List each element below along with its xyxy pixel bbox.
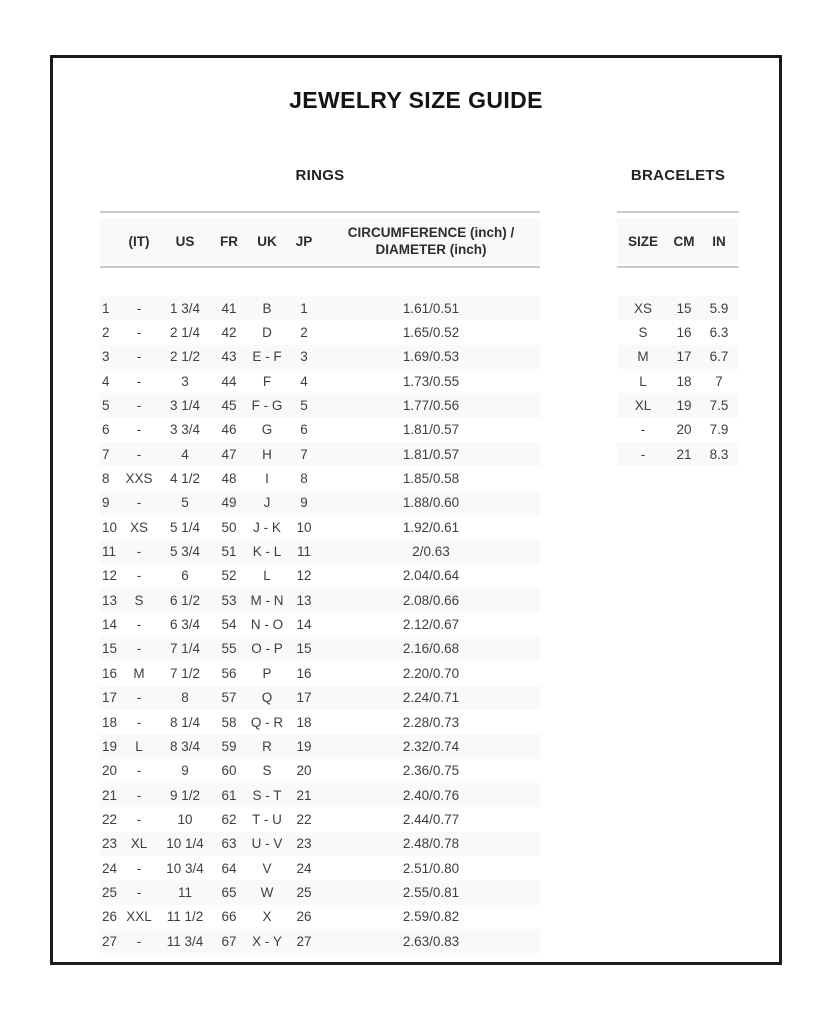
- table-cell: F - G: [251, 398, 283, 414]
- table-cell: 20: [676, 422, 692, 438]
- table-cell: XS: [129, 519, 148, 535]
- table-cell: T - U: [252, 811, 282, 827]
- bracelets-header-row: [617, 218, 739, 264]
- table-cell: 25: [296, 884, 312, 900]
- table-cell: 1.85/0.58: [402, 471, 460, 487]
- table-cell: 1.81/0.57: [402, 446, 460, 462]
- table-cell: 18: [102, 714, 118, 730]
- table-cell: M - N: [250, 592, 284, 608]
- table-cell: 21: [296, 787, 312, 803]
- table-cell: 2.55/0.81: [402, 884, 460, 900]
- table-cell: XXS: [125, 471, 153, 487]
- table-cell: R: [262, 738, 272, 754]
- table-cell: 41: [221, 300, 237, 316]
- table-cell: -: [136, 811, 142, 827]
- table-cell: 10 3/4: [166, 860, 204, 876]
- bracelets-header-rule-bottom: [617, 266, 739, 268]
- table-cell: 16: [296, 665, 312, 681]
- table-cell: 47: [221, 446, 237, 462]
- table-cell: 6 1/2: [169, 592, 201, 608]
- table-cell: 19: [102, 738, 118, 754]
- table-cell: 1.61/0.51: [402, 300, 460, 316]
- table-cell: XXL: [126, 909, 152, 925]
- table-row: [100, 466, 540, 490]
- table-cell: J: [263, 495, 271, 511]
- page-title: JEWELRY SIZE GUIDE: [289, 87, 543, 113]
- table-cell: 18: [296, 714, 312, 730]
- table-cell: U - V: [251, 836, 283, 852]
- table-row: [100, 564, 540, 588]
- table-cell: -: [136, 300, 142, 316]
- table-row: [100, 759, 540, 783]
- table-cell: 51: [221, 544, 237, 560]
- table-cell: L: [263, 568, 271, 584]
- table-cell: 20: [102, 763, 118, 779]
- table-cell: 2.24/0.71: [402, 690, 460, 706]
- table-cell: 2: [102, 325, 110, 341]
- table-cell: 46: [221, 422, 237, 438]
- table-cell: 15: [676, 300, 692, 316]
- table-cell: 2.36/0.75: [402, 763, 460, 779]
- table-cell: -: [136, 714, 142, 730]
- rings-header-it: (IT): [128, 233, 150, 249]
- table-cell: -: [136, 446, 142, 462]
- table-cell: 54: [221, 617, 237, 633]
- table-cell: 1.65/0.52: [402, 325, 460, 341]
- table-cell: P: [262, 665, 272, 681]
- bracelets-header-in: IN: [712, 233, 726, 249]
- table-cell: 6: [181, 568, 189, 584]
- table-cell: XL: [634, 398, 652, 414]
- table-cell: 5 3/4: [169, 544, 201, 560]
- table-cell: 55: [221, 641, 237, 657]
- table-row: [100, 807, 540, 831]
- table-cell: 2.08/0.66: [402, 592, 460, 608]
- bracelets-header-size: SIZE: [627, 233, 658, 249]
- table-cell: 5 1/4: [169, 519, 201, 535]
- rings-header-table: [100, 218, 540, 264]
- table-cell: 17: [676, 349, 692, 365]
- table-cell: -: [136, 763, 142, 779]
- table-cell: 27: [296, 933, 312, 949]
- table-cell: B: [262, 300, 272, 316]
- table-cell: 11: [177, 884, 192, 900]
- table-cell: -: [136, 860, 142, 876]
- table-cell: 17: [102, 690, 118, 706]
- table-cell: 3: [300, 349, 308, 365]
- table-cell: -: [136, 933, 142, 949]
- table-row: [100, 637, 540, 661]
- table-cell: I: [265, 471, 269, 487]
- table-cell: H: [262, 446, 272, 462]
- table-cell: 3: [181, 373, 189, 389]
- table-cell: 52: [221, 568, 237, 584]
- bracelets-section-title: BRACELETS: [630, 167, 726, 184]
- table-cell: 3 3/4: [169, 422, 201, 438]
- table-cell: 17: [296, 690, 312, 706]
- table-cell: S - T: [252, 787, 282, 803]
- table-row: [100, 612, 540, 636]
- table-cell: 8.3: [709, 446, 729, 462]
- table-cell: 57: [221, 690, 237, 706]
- table-cell: F: [262, 373, 272, 389]
- table-cell: 2.40/0.76: [402, 787, 460, 803]
- table-cell: 44: [221, 373, 237, 389]
- table-row: [100, 905, 540, 929]
- table-cell: 14: [102, 617, 118, 633]
- table-cell: 60: [221, 763, 237, 779]
- table-cell: 9: [102, 495, 110, 511]
- table-cell: 19: [676, 398, 692, 414]
- table-cell: 50: [221, 519, 237, 535]
- table-cell: 22: [296, 811, 312, 827]
- bracelets-table-body: [617, 296, 739, 466]
- table-row: [100, 856, 540, 880]
- table-row: [617, 320, 739, 344]
- table-cell: 7.9: [709, 422, 729, 438]
- table-cell: 10: [177, 811, 193, 827]
- table-cell: 7 1/2: [169, 665, 201, 681]
- table-cell: -: [136, 422, 142, 438]
- rings-header-fr: FR: [220, 233, 238, 249]
- table-cell: 8: [181, 690, 189, 706]
- table-cell: W: [260, 884, 274, 900]
- table-cell: 11 1/2: [166, 909, 204, 925]
- table-cell: -: [640, 446, 646, 462]
- table-cell: 1.81/0.57: [402, 422, 460, 438]
- table-cell: 8 3/4: [169, 738, 201, 754]
- table-row: [100, 320, 540, 344]
- table-cell: 2.51/0.80: [402, 860, 460, 876]
- table-cell: 26: [296, 909, 312, 925]
- table-cell: Q: [261, 690, 273, 706]
- table-cell: 10: [296, 519, 312, 535]
- table-cell: 27: [102, 933, 118, 949]
- table-cell: 8: [300, 471, 308, 487]
- rings-header-jp: JP: [295, 233, 313, 249]
- table-cell: 13: [296, 592, 312, 608]
- table-row: [100, 710, 540, 734]
- rings-header-rule-bottom: [100, 266, 540, 268]
- table-cell: J - K: [253, 519, 281, 535]
- bracelets-table: [617, 296, 739, 466]
- table-cell: E - F: [252, 349, 282, 365]
- table-cell: -: [136, 617, 142, 633]
- table-cell: S: [134, 592, 144, 608]
- table-cell: 4 1/2: [169, 471, 201, 487]
- table-cell: -: [136, 568, 142, 584]
- table-cell: 67: [221, 933, 237, 949]
- table-cell: 14: [296, 617, 312, 633]
- table-cell: L: [639, 373, 647, 389]
- table-cell: 56: [221, 665, 237, 681]
- table-cell: 3 1/4: [169, 398, 201, 414]
- table-row: [100, 880, 540, 904]
- table-cell: 5: [181, 495, 189, 511]
- table-cell: M: [133, 665, 145, 681]
- table-cell: 2/0.63: [412, 544, 450, 560]
- table-cell: G: [261, 422, 273, 438]
- table-cell: X - Y: [252, 933, 282, 949]
- table-cell: -: [136, 884, 142, 900]
- table-row: [100, 929, 540, 953]
- table-cell: 11: [296, 544, 311, 560]
- circumference-header-line1: CIRCUMFERENCE (inch) /: [347, 225, 515, 240]
- table-cell: 1: [300, 300, 308, 316]
- table-cell: 20: [296, 763, 312, 779]
- rings-table: [100, 296, 540, 953]
- table-cell: 11: [102, 544, 117, 560]
- table-cell: 18: [676, 373, 692, 389]
- table-cell: -: [136, 544, 142, 560]
- table-cell: -: [136, 495, 142, 511]
- table-cell: -: [640, 422, 646, 438]
- table-cell: 7: [300, 446, 308, 462]
- table-cell: 4: [102, 373, 110, 389]
- rings-header-us: US: [175, 233, 195, 249]
- table-cell: -: [136, 641, 142, 657]
- table-cell: 2.63/0.83: [402, 933, 460, 949]
- table-row: [100, 832, 540, 856]
- table-cell: 1.92/0.61: [402, 519, 460, 535]
- table-row: [617, 393, 739, 417]
- table-cell: X: [262, 909, 272, 925]
- table-cell: 4: [300, 373, 308, 389]
- table-cell: 7.5: [709, 398, 729, 414]
- table-row: [100, 539, 540, 563]
- table-cell: 58: [221, 714, 237, 730]
- table-cell: 6 3/4: [169, 617, 201, 633]
- table-cell: 10 1/4: [166, 836, 204, 852]
- table-cell: 42: [221, 325, 237, 341]
- table-cell: M: [637, 349, 649, 365]
- table-cell: 5: [300, 398, 308, 414]
- table-cell: 19: [296, 738, 312, 754]
- table-cell: 8: [102, 471, 110, 487]
- table-cell: 2.28/0.73: [402, 714, 460, 730]
- table-cell: -: [136, 690, 142, 706]
- table-cell: 9 1/2: [169, 787, 201, 803]
- table-cell: 8 1/4: [169, 714, 201, 730]
- table-cell: 66: [221, 909, 237, 925]
- table-row: [100, 734, 540, 758]
- table-row: [100, 686, 540, 710]
- rings-header-rule-top: [100, 211, 540, 213]
- table-cell: 2 1/2: [169, 349, 201, 365]
- table-cell: 61: [221, 787, 237, 803]
- table-cell: 6.7: [709, 349, 729, 365]
- table-cell: 2 1/4: [169, 325, 201, 341]
- table-cell: 1.69/0.53: [402, 349, 460, 365]
- table-cell: XS: [633, 300, 652, 316]
- table-cell: 43: [221, 349, 237, 365]
- table-row: [100, 491, 540, 515]
- table-cell: 1.73/0.55: [402, 373, 460, 389]
- table-cell: 2.16/0.68: [402, 641, 460, 657]
- table-row: [100, 661, 540, 685]
- table-cell: 62: [221, 811, 237, 827]
- table-cell: K - L: [252, 544, 282, 560]
- table-cell: V: [262, 860, 272, 876]
- rings-header-circumference: [322, 218, 540, 264]
- table-row: [100, 442, 540, 466]
- table-cell: 25: [102, 884, 118, 900]
- rings-header-row: [100, 218, 540, 264]
- rings-section-title: RINGS: [295, 167, 345, 184]
- table-cell: 6: [300, 422, 308, 438]
- table-cell: 6: [102, 422, 110, 438]
- table-row: [100, 783, 540, 807]
- table-row: [100, 393, 540, 417]
- table-row: [100, 369, 540, 393]
- table-cell: 12: [296, 568, 312, 584]
- rings-table-body: [100, 296, 540, 953]
- table-cell: L: [135, 738, 143, 754]
- table-cell: 3: [102, 349, 110, 365]
- table-cell: 16: [676, 325, 692, 341]
- table-cell: 1.77/0.56: [402, 398, 460, 414]
- rings-header-index: [100, 218, 118, 264]
- table-cell: O - P: [251, 641, 283, 657]
- table-cell: 12: [102, 568, 118, 584]
- table-cell: 59: [221, 738, 237, 754]
- table-cell: 1.88/0.60: [402, 495, 460, 511]
- table-cell: 45: [221, 398, 237, 414]
- table-cell: 23: [102, 836, 118, 852]
- table-cell: 11 3/4: [166, 933, 204, 949]
- table-cell: -: [136, 325, 142, 341]
- table-cell: 1: [102, 300, 110, 316]
- table-cell: 63: [221, 836, 237, 852]
- table-cell: 13: [102, 592, 118, 608]
- table-cell: -: [136, 398, 142, 414]
- table-cell: 2.12/0.67: [402, 617, 460, 633]
- bracelets-header-rule-top: [617, 211, 739, 213]
- table-cell: 7 1/4: [169, 641, 201, 657]
- table-cell: 2.44/0.77: [402, 811, 460, 827]
- table-cell: 24: [296, 860, 312, 876]
- table-cell: 49: [221, 495, 237, 511]
- table-row: [617, 418, 739, 442]
- table-cell: D: [262, 325, 272, 341]
- table-cell: 21: [676, 446, 692, 462]
- table-cell: 6.3: [709, 325, 729, 341]
- table-row: [617, 442, 739, 466]
- table-cell: -: [136, 787, 142, 803]
- table-cell: 48: [221, 471, 237, 487]
- table-cell: 7: [102, 446, 110, 462]
- table-cell: 2: [300, 325, 308, 341]
- table-cell: 4: [181, 446, 189, 462]
- table-cell: 22: [102, 811, 118, 827]
- table-cell: 23: [296, 836, 312, 852]
- table-cell: 2.04/0.64: [402, 568, 460, 584]
- table-row: [100, 345, 540, 369]
- table-cell: 15: [296, 641, 312, 657]
- table-cell: 21: [102, 787, 118, 803]
- table-cell: 2.59/0.82: [402, 909, 460, 925]
- table-row: [100, 418, 540, 442]
- table-cell: 1 3/4: [169, 300, 201, 316]
- table-cell: 16: [102, 665, 118, 681]
- table-cell: 15: [102, 641, 118, 657]
- bracelets-header-table: [617, 218, 739, 264]
- table-cell: 7: [715, 373, 723, 389]
- table-cell: 5.9: [709, 300, 729, 316]
- table-cell: N - O: [250, 617, 284, 633]
- table-cell: 5: [102, 398, 110, 414]
- table-cell: 9: [300, 495, 308, 511]
- table-cell: 65: [221, 884, 237, 900]
- table-cell: Q - R: [250, 714, 284, 730]
- table-cell: 24: [102, 860, 118, 876]
- table-cell: 53: [221, 592, 237, 608]
- table-cell: 10: [102, 519, 118, 535]
- table-cell: -: [136, 373, 142, 389]
- table-cell: 9: [181, 763, 189, 779]
- table-cell: S: [638, 325, 648, 341]
- table-row: [100, 515, 540, 539]
- table-cell: XL: [130, 836, 148, 852]
- table-cell: 2.20/0.70: [402, 665, 460, 681]
- circumference-header-line2: DIAMETER (inch): [375, 242, 487, 257]
- rings-header-uk: UK: [257, 233, 277, 249]
- table-row: [617, 369, 739, 393]
- table-cell: -: [136, 349, 142, 365]
- table-cell: 26: [102, 909, 118, 925]
- table-cell: S: [262, 763, 272, 779]
- table-row: [100, 296, 540, 320]
- table-row: [100, 588, 540, 612]
- table-row: [617, 345, 739, 369]
- table-cell: 64: [221, 860, 237, 876]
- table-row: [617, 296, 739, 320]
- table-cell: 2.48/0.78: [402, 836, 460, 852]
- bracelets-header-cm: CM: [673, 233, 695, 249]
- table-cell: 2.32/0.74: [402, 738, 460, 754]
